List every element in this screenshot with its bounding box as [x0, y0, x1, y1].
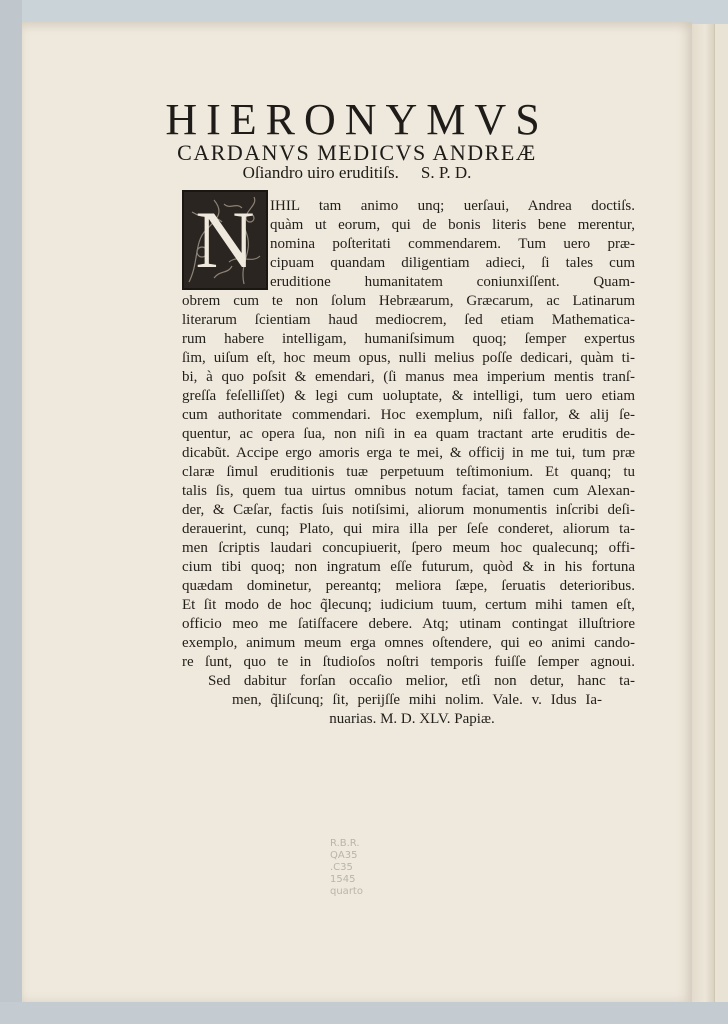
call-number-line: .C35 [330, 862, 353, 873]
body-line: cum authoritate commendari. Hoc exemplum, niſi fallor, & alij ſe- [182, 407, 635, 423]
body-line: literarum ſcientiam haud mediocrem, ſed etiam Mathematica- [182, 312, 635, 328]
dedication-address: Oſiandro uiro eruditiſs. [242, 163, 399, 182]
closing-line: nuarias. M. D. XLV. Papiæ. [329, 711, 495, 727]
body-line: ſim, uiſum eſt, hoc meum opus, nulli melius poſſe dedicari, quàm ti- [182, 350, 635, 366]
closing-line: Sed dabitur forſan occaſio melior, etſi non detur, hanc ta- [208, 673, 635, 689]
body-line: quàm ut eorum, qui de bonis literis bene merentur, [270, 217, 635, 233]
body-line: obrem cum te non ſolum Hebræarum, Græcarum, ac Latinarum [182, 293, 635, 309]
body-line: eruditione humanitatem coniunxiſſent. Quam- [270, 274, 635, 290]
closing-line: men, q̃liſcunq; ſit, perijſſe mihi nolim. Vale. v. Idus Ia- [232, 692, 602, 708]
page-title: HIERONYMVS [165, 95, 549, 144]
body-line: greſſa feſelliſſet) & legi cum uoluptate, & intelligi, tum uero etiam [182, 388, 635, 404]
body-line: re ſunt, quo te in ſtudioſos noſtri temporis fuiſſe ſemper agnoui. [182, 654, 635, 670]
next-page-edge [714, 24, 728, 1004]
body-line: Et ſit modo de hoc q̃lecunq; iudicium tuum, certum mihi tamen eſt, [182, 597, 635, 613]
library-call-number [330, 838, 400, 898]
page-subtitle: CARDANVS MEDICVS ANDREÆ [177, 140, 537, 165]
body-line: exemplo, animum meum erga omnes oſtendere, qui eo animi cando- [182, 635, 635, 651]
dedication-line [22, 163, 692, 183]
initial-letter: N [195, 194, 255, 285]
call-number-line: QA35 [330, 850, 358, 861]
body-line: rum habere intelligam, humaniſsimum quoq; ſemper expertus [182, 331, 635, 347]
call-number-line: 1545 [330, 874, 356, 885]
body-line: der, & Cæſar, factis ſuis notiſsimi, aliorum monumentis inſcribi deſi- [182, 502, 635, 518]
page-edge [692, 24, 714, 1004]
body-line: claræ ſimul eruditionis tuæ perpetuum teſtimonium. Et quanq; tu [182, 464, 635, 480]
body-line: derauerint, cunq; Plato, qui mira illa per ſeſe conderet, aliorum ta- [182, 521, 635, 537]
body-line: nomina poſteritati commendarem. Tum uero præ- [270, 236, 635, 252]
body-line: talis ſis, quem tua uirtus omnibus notum faciat, tamen cum Alexan- [182, 483, 635, 499]
body-line: quædam dominetur, pereantq; meliora ſæpe, ſeruatis deterioribus. [182, 578, 635, 594]
body-line: cipuam quandam diligentiam adieci, ſi tales cum [270, 255, 635, 271]
body-line: IHIL tam animo unq; uerſaui, Andrea doctiſs. [270, 198, 635, 214]
decorated-initial [182, 190, 268, 290]
call-number-line: quarto [330, 886, 363, 897]
body-line: officio meo me ſatiſfacere debere. Atq; utinam contingat illuſtriore [182, 616, 635, 632]
body-line: cium tibi quoq; non ingratum eſſe futurum, quòd & in his fortuna [182, 559, 635, 575]
body-line: dicabũt. Accipe ergo amoris erga te mei, & officij in me tui, tum præ [182, 445, 635, 461]
body-line: quentur, ac opera ſua, non niſi in ea quam tractant arte eruditis de- [182, 426, 635, 442]
call-number-line: R.B.R. [330, 838, 360, 849]
binding-spine [0, 0, 22, 1024]
body-line: men ſcriptis laudari concupiuerit, ſpero meum hoc qualecunq; offi- [182, 540, 635, 556]
scan-backdrop-bottom [0, 1002, 728, 1024]
salutation: S. P. D. [420, 163, 472, 182]
body-line: bi, à quo poſsit & emendari, (ſi manus mea imperium mentis tranſ- [182, 369, 635, 385]
